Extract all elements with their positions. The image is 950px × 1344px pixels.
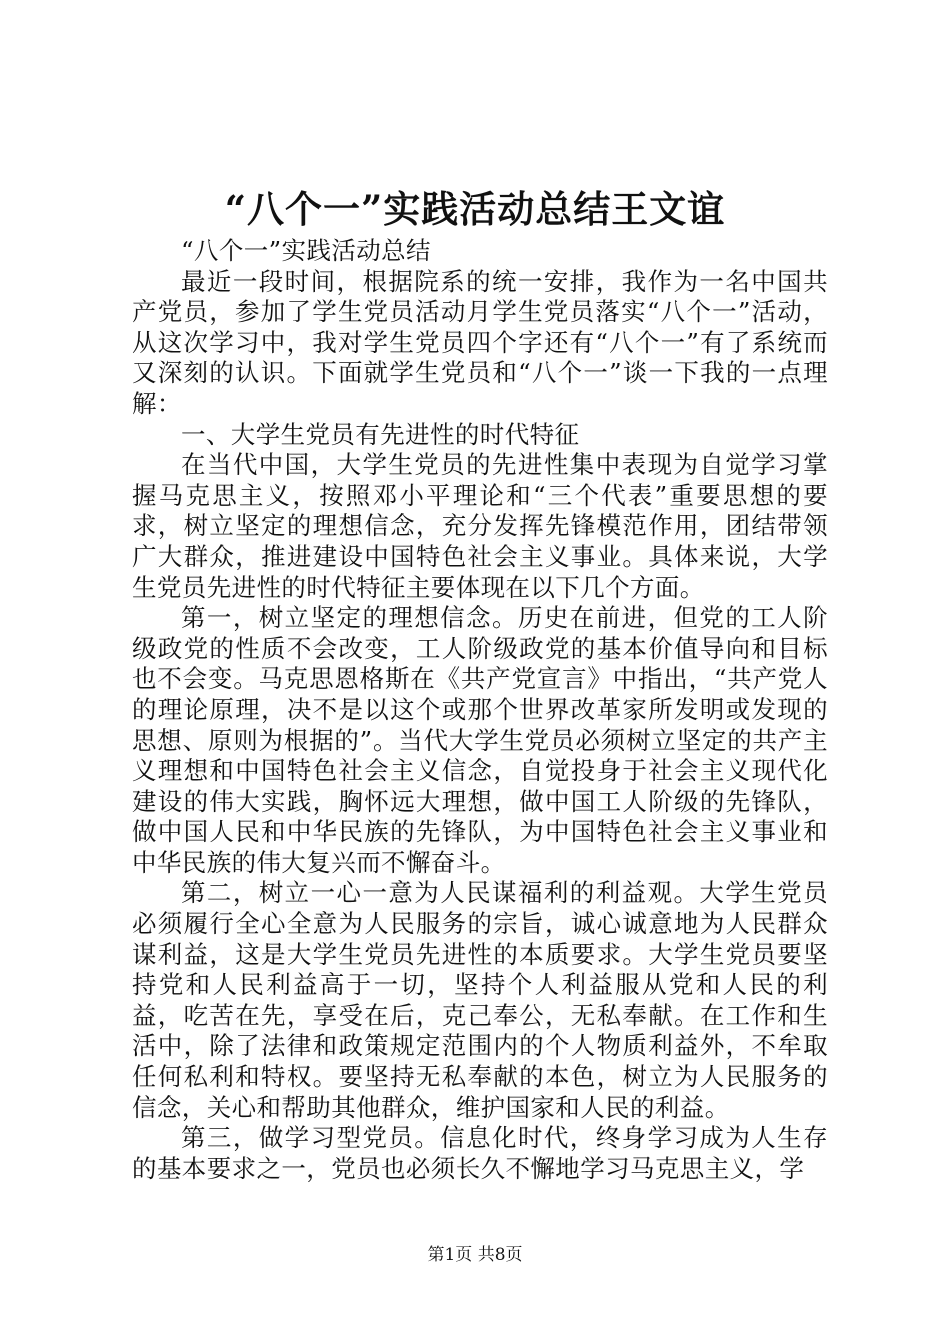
page-number-footer: 第1页 共8页 (427, 1245, 523, 1265)
paragraph-section-1: 在当代中国，大学生党员的先进性集中表现为自觉学习掌握马克思主义，按照邓小平理论和“三个代表”重要思想的要求，树立坚定的理想信念，充分发挥先锋模范作用，团结带领广大群众，推进建设中国特色社会主义事业。具体来说，大学生党员先进性的时代特征主要体现在以下几个方面。 (132, 450, 828, 602)
section-heading-1: 一、大学生党员有先进性的时代特征 (181, 419, 580, 449)
document-title: “八个一”实践活动总结王文谊 (224, 187, 726, 231)
paragraph-point-1: 第一，树立坚定的理想信念。历史在前进，但党的工人阶级政党的性质不会改变，工人阶级政党的基本价值导向和目标也不会变。马克思恩格斯在《共产党宣言》中指出，“共产党人的理论原理，决不是以这个或那个世界改革家所发明或发现的思想、原则为根据的”。当代大学生党员必须树立坚定的共产主义理想和中国特色社会主义信念，自觉投身于社会主义现代化建设的伟大实践，胸怀远大理想，做中国工人阶级的先锋队，做中国人民和中华民族的先锋队，为中国特色社会主义事业和中华民族的伟大复兴而不懈奋斗。 (132, 603, 828, 877)
paragraph-intro: 最近一段时间，根据院系的统一安排，我作为一名中国共产党员，参加了学生党员活动月学生党员落实“八个一”活动，从这次学习中，我对学生党员四个字还有“八个一”有了系统而又深刻的认识。下面就学生党员和“八个一”谈一下我的一点理解： (132, 266, 828, 418)
paragraph-point-3: 第三，做学习型党员。信息化时代，终身学习成为人生存的基本要求之一，党员也必须长久不懈地学习马克思主义，学 (132, 1123, 828, 1183)
paragraph-subtitle: “八个一”实践活动总结 (181, 236, 431, 265)
paragraph-point-2: 第二，树立一心一意为人民谋福利的利益观。大学生党员必须履行全心全意为人民服务的宗旨，诚心诚意地为人民群众谋利益，这是大学生党员先进性的本质要求。大学生党员要坚持党和人民利益高于一切，坚持个人利益服从党和人民的利益，吃苦在先，享受在后，克己奉公，无私奉献。在工作和生活中，除了法律和政策规定范围内的个人物质利益外，不牟取任何私利和特权。要坚持无私奉献的本色，树立为人民服务的信念，关心和帮助其他群众，维护国家和人民的利益。 (132, 878, 828, 1122)
document-body (132, 236, 828, 1184)
